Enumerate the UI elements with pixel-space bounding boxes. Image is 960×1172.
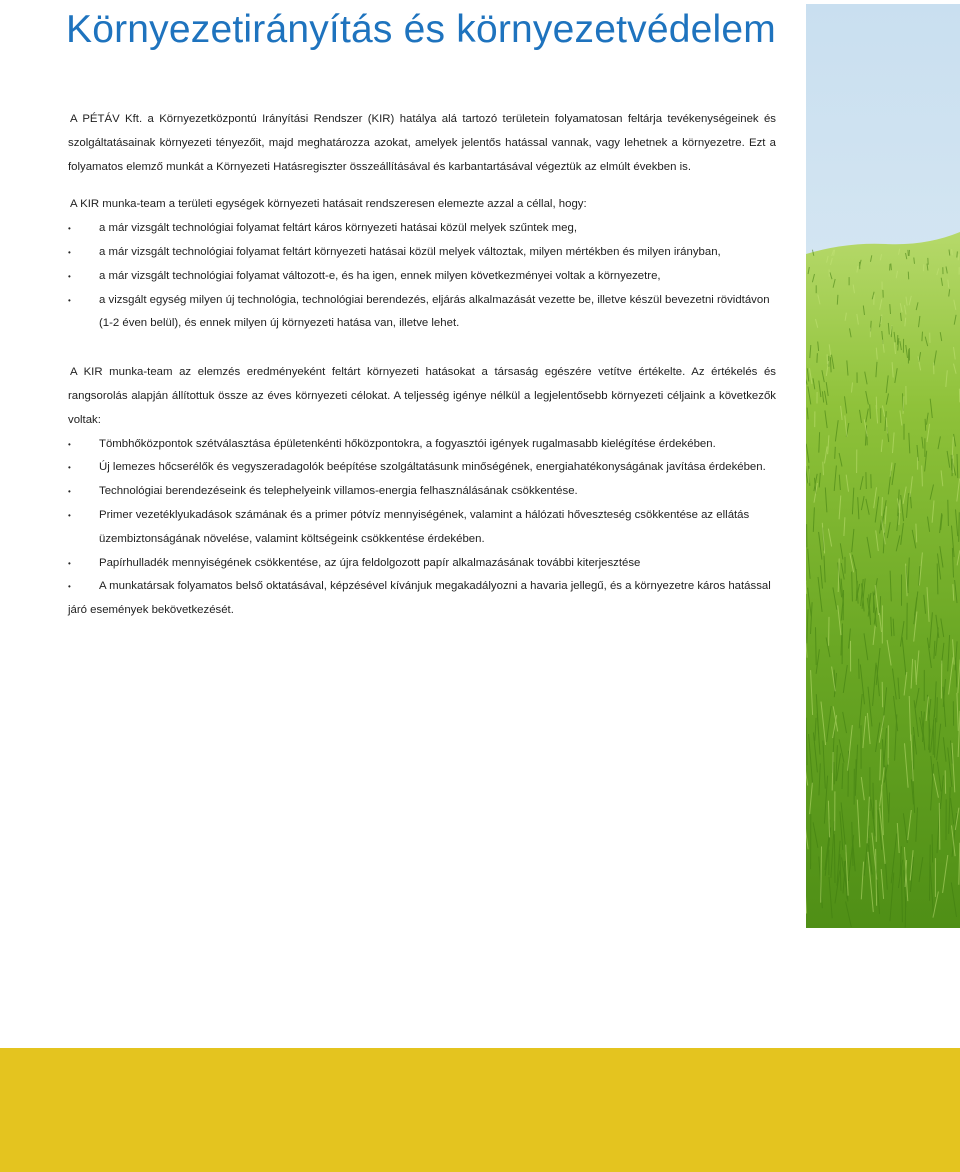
list-item: • a vizsgált egység milyen új technológia, technológiai berendezés, eljárás alkalmazását vezette be, illetve készül bevezetni rövidtávon (1-2 éven belül), és ennek milyen új környezeti hatása van, illetve lehet. [68, 289, 776, 337]
page-title: Környezetirányítás és környezetvédelem [66, 8, 776, 51]
list-item: • Technológiai berendezéseink és telephelyeink villamos-energia felhasználásának csökkentése. [68, 480, 776, 504]
bullet-glyph: • [68, 558, 71, 568]
bullet-glyph: • [68, 582, 71, 592]
list-item: • Új lemezes hőcserélők és vegyszeradagolók beépítése szolgáltatásunk minőségének, energiahatékonyságának javítása érdekében. [68, 456, 776, 480]
main-content [68, 108, 776, 623]
list-item: • a már vizsgált technológiai folyamat feltárt káros környezeti hatásai közül melyek szűntek meg, [68, 217, 776, 241]
intro-paragraph: A PÉTÁV Kft. a Környezetközpontú Irányítási Rendszer (KIR) hatálya alá tartozó területein folyamatosan feltárja tevékenységeinek és szolgáltatásainak környezeti tényezőit, majd meghatározza azokat, amelyek jelentős hatással vannak, vagy lehetnek a környezetre. Ezt a folyamatos elemző munkát a Környezeti Hatásregiszter összeállításával és karbantartásával végeztük az elmúlt években is. [68, 113, 776, 173]
goals-list [68, 433, 776, 600]
list-item: • a már vizsgált technológiai folyamat változott-e, és ha igen, ennek milyen következményei voltak a környezetre, [68, 265, 776, 289]
bullet-glyph: • [68, 271, 71, 281]
list-item: • Tömbhőközpontok szétválasztása épületenkénti hőközpontokra, a fogyasztói igények rugalmasabb kielégítése érdekében. [68, 433, 776, 457]
bullet-glyph: • [68, 510, 71, 520]
goals-lead: A KIR munka-team az elemzés eredményeként feltárt környezeti hatásokat a társaság egészére vetítve értékelte. Az értékelés és rangsorolás alapján állítottuk össze az éves környezeti célokat. A teljesség igénye nélkül a legjelentősebb környezeti céljaink a következők voltak: [68, 366, 776, 426]
bullet-glyph: • [68, 224, 71, 234]
analysis-list [68, 217, 776, 336]
goals-last-item-tail: járó események bekövetkezését. [68, 604, 234, 617]
bullet-glyph: • [68, 295, 71, 305]
bullet-glyph: • [68, 487, 71, 497]
grass-field-photo [806, 4, 960, 928]
bullet-glyph: • [68, 247, 71, 257]
bullet-glyph: • [68, 439, 71, 449]
list-item: • A munkatársak folyamatos belső oktatásával, képzésével kívánjuk megakadályozni a havaria jellegű, és a környezetre káros hatással [68, 575, 776, 599]
list-item: • Papírhulladék mennyiségének csökkentése, az újra feldolgozott papír alkalmazásának további kiterjesztése [68, 552, 776, 576]
footer-band [0, 1048, 960, 1172]
list-item: • Primer vezetéklyukadások számának és a primer pótvíz mennyiségének, valamint a hálózati hőveszteség csökkentése az ellátás üzembiztonságának növelése, valamint költségeink csökkentése érdekében. [68, 504, 776, 552]
bullet-glyph: • [68, 463, 71, 473]
list-item: • a már vizsgált technológiai folyamat feltárt környezeti hatásai közül melyek változtak, milyen mértékben és milyen irányban, [68, 241, 776, 265]
analysis-lead: A KIR munka-team a területi egységek környezeti hatásait rendszeresen elemezte azzal a céllal, hogy: [70, 198, 587, 211]
